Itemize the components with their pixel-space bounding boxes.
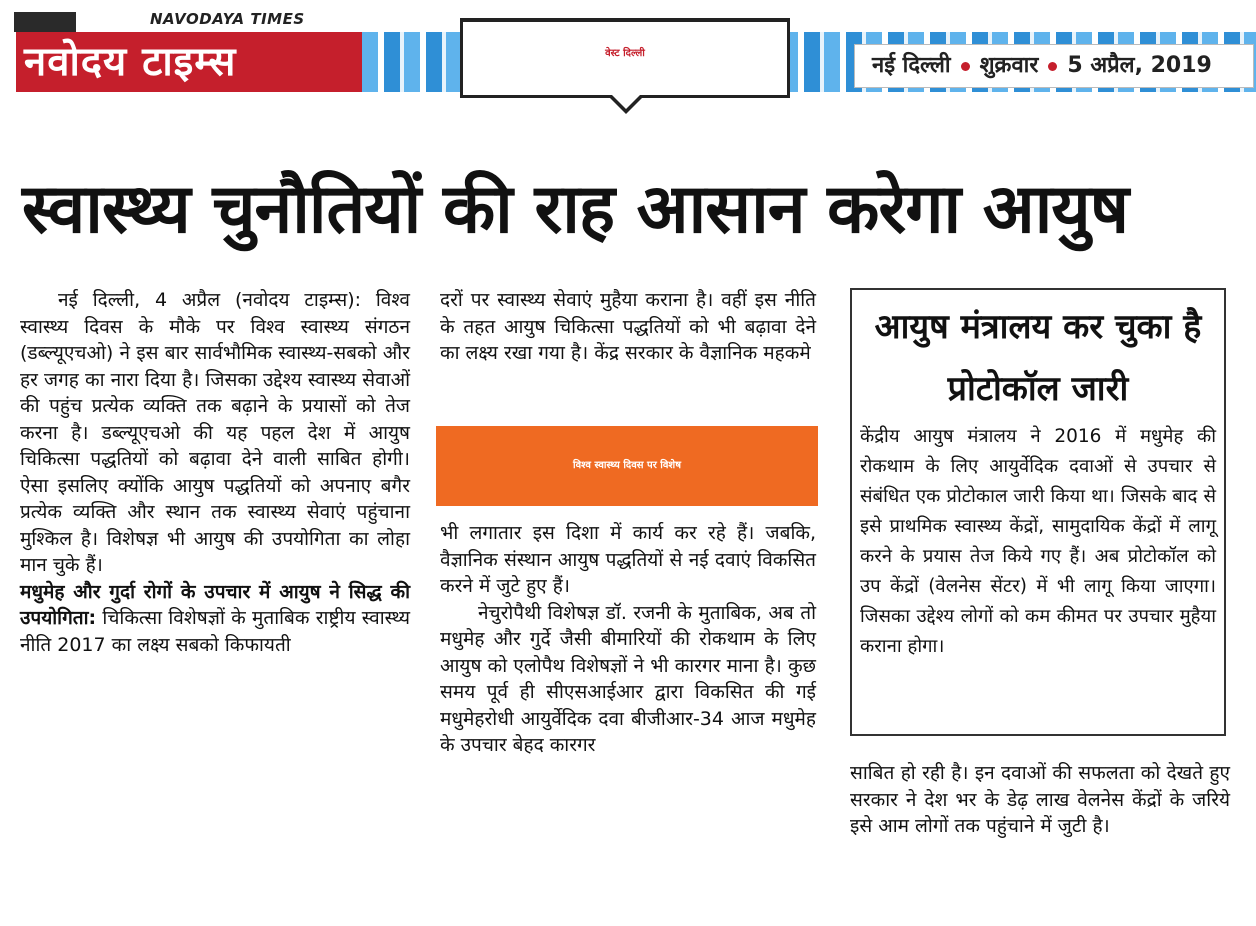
special-banner <box>436 426 818 506</box>
dateline-date: 5 अप्रैल, 2019 <box>1067 53 1212 78</box>
special-banner-text: विश्व स्वास्थ्य दिवस पर विशेष <box>573 460 681 471</box>
dateline <box>872 46 1212 86</box>
article-paragraph: दरों पर स्वास्थ्य सेवाएं मुहैया कराना है। वहीं इस नीति के तहत आयुष चिकित्सा पद्धतियों को भी बढ़ावा देने का लक्ष्य रखा गया है। केंद्र सरकार के वैज्ञानिक महकमे <box>440 289 816 364</box>
english-newspaper-name: NAVODAYA TIMES <box>150 10 305 28</box>
dateline-city: नई दिल्ली <box>872 53 951 78</box>
article-paragraph <box>20 579 410 659</box>
article-paragraph: नेचुरोपैथी विशेषज्ञ डॉ. रजनी के मुताबिक, अब तो मधुमेह और गुर्दे जैसी बीमारियों की रोकथाम के लिए आयुष को एलोपैथ विशेषज्ञों ने भी कारगर माना है। कुछ समय पूर्व ही सीएसआईआर द्वारा विकसित की गई मधुमेहरोधी आयुर्वेदिक दवा बीजीआर-34 आज मधुमेह के उपचार बेहद कारगर <box>440 601 816 756</box>
article-column-2-top <box>440 287 816 367</box>
bullet-icon <box>961 62 970 71</box>
newspaper-logo: नवोदय टाइम्स <box>24 39 237 85</box>
masthead <box>0 0 1256 120</box>
article-paragraph: साबित हो रही है। इन दवाओं की सफलता को देखते हुए सरकार ने देश भर के डेढ़ लाख वेलनेस केंद्रों के जरिये इसे आम लोगों तक पहुंचाने में जुटी है। <box>850 762 1230 837</box>
article-headline: स्वास्थ्य चुनौतियों की राह आसान करेगा आयुष <box>22 170 1129 249</box>
edition-pointer-inner <box>612 95 640 109</box>
masthead-corner-block <box>14 12 76 32</box>
article-subhead: मधुमेह और गुर्दा रोगों के उपचार में आयुष ने सिद्ध की उपयोगिता: <box>20 580 410 629</box>
article-body-text: चिकित्सा विशेषज्ञों के मुताबिक राष्ट्रीय स्वास्थ्य नीति 2017 का लक्ष्य सबको किफायती <box>20 607 410 656</box>
bullet-icon <box>1048 62 1057 71</box>
article-dateline: नई दिल्ली, 4 अप्रैल (नवोदय टाइम्स): <box>58 289 362 311</box>
dateline-day: शुक्रवार <box>979 53 1039 78</box>
sidebar-box-body: केंद्रीय आयुष मंत्रालय ने 2016 में मधुमेह की रोकथाम के लिए आयुर्वेदिक दवाओं से उपचार से संबंधित एक प्रोटोकाल जारी किया था। जिसके बाद से इसे प्राथमिक स्वास्थ्य केंद्रों, सामुदायिक केंद्रों में लागू करने के प्रयास तेज किये गए हैं। अब प्रोटोकॉल को उप केंद्रों (वेलनेस सेंटर) में भी लागू किया जाएगा। जिसका उद्देश्य लोगों को कम कीमत पर उपचार मुहैया कराना होगा। <box>860 426 1216 657</box>
article-column-2-bottom <box>440 520 816 759</box>
article-body-text: विश्व स्वास्थ्य दिवस के मौके पर विश्व स्वास्थ्य संगठन (डब्ल्यूएचओ) ने इस बार सार्वभौमिक स्वास्थ्य-सबको और हर जगह का नारा दिया है। जिसका उद्देश्य स्वास्थ्य सेवाओं की पहुंच प्रत्येक व्यक्ति तक बढ़ाने के प्रयासों को तेज करना है। डब्ल्यूएचओ की यह पहल देश में आयुष चिकित्सा पद्धतियों को बढ़ावा देने वाली साबित होगी। ऐसा इसलिए क्योंकि आयुष पद्धतियों को अपनाए बगैर प्रत्येक व्यक्ति और स्थान तक स्वास्थ्य सेवाएं पहुंचाना मुश्किल है। विशेषज्ञ भी आयुष की उपयोगिता का लोहा मान चुके हैं। <box>20 289 410 576</box>
edition-name: वेस्ट दिल्ली <box>605 48 645 59</box>
sidebar-box-title: आयुष मंत्रालय कर चुका है प्रोटोकॉल जारी <box>874 307 1202 409</box>
article-column-1 <box>20 287 410 658</box>
article-paragraph <box>20 287 410 579</box>
article-column-3-bottom <box>850 760 1230 840</box>
article-paragraph: भी लगातार इस दिशा में कार्य कर रहे हैं। जबकि, वैज्ञानिक संस्थान आयुष पद्धतियों से नई दवाएं विकसित करने में जुटे हुए हैं। <box>440 522 816 597</box>
